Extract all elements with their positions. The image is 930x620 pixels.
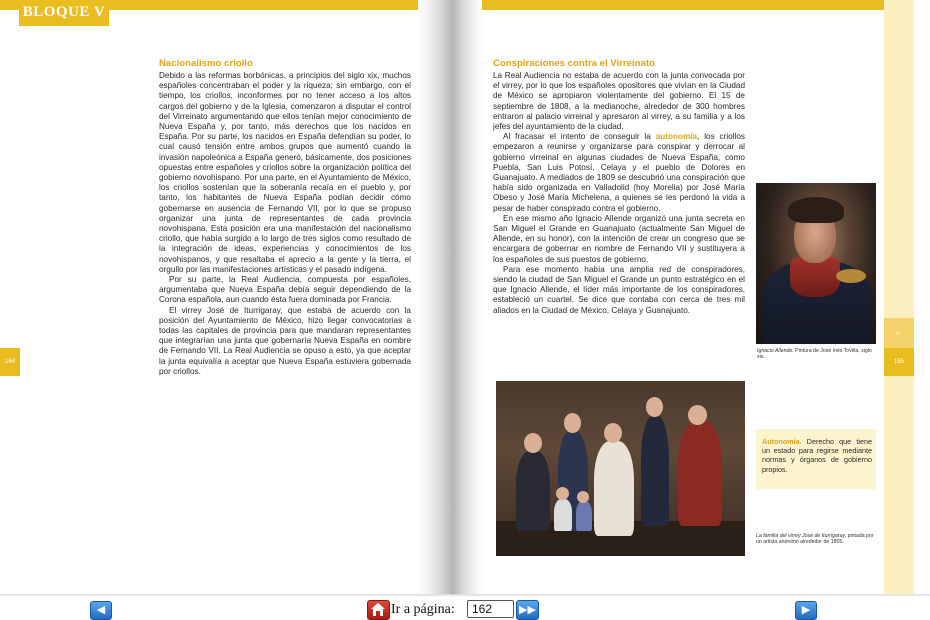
goto-page-label: Ir a página: [391, 602, 455, 617]
right-paragraph-4: Para ese momento había una amplia red de conspiradores, siendo la ciudad de San Miguel el Grande un punto estratégico en el que Ignacio Allende, el líder más importante de los conspiradores, estableció un cuartel. Se dice que contaba con cerca de tres mil aliados en la Ciudad de México, Celaya y Guanajuato. [493, 264, 745, 315]
bloque-vertical-tab: V [884, 318, 914, 348]
go-to-page-button[interactable] [516, 600, 539, 620]
left-paragraph-3: El virrey José de Iturrigaray, que estaba de acuerdo con la posición del Ayuntamiento de México, hizo llegar convocatorias a todas las capitales de provincia para que mandaran representantes que integrarían una junta que gobernaría Nueva España en nombre de Fernando VII. La Real Audiencia se opuso a esto, ya que aceptar la junta equivalía a aceptar que Nueva España estuviera gobernada por criollos. [159, 305, 411, 376]
right-paragraph-2: Al fracasar el intento de conseguir la autonomía, los criollos empezaron a reunirse y organizarse para conspirar y derrocar al gobierno virreinal en algunas ciudades de Nueva España, como Puebla, San Luis Potosí, Celaya y el pueblo de Dolores en Guanajuato. A mediados de 1809 se descubrió una conspiración que había sido organizada en Valladolid (hoy Morelia) por José María Obeso y José María Michelena, a quienes se les perdonó la vida a pesar de haber conspirado contra el gobierno. [493, 132, 745, 213]
right-page-text [493, 71, 745, 316]
home-icon [370, 602, 386, 617]
double-arrow-right-icon: ▶▶ [519, 604, 536, 616]
ignacio-allende-portrait [756, 183, 876, 344]
page-number-input[interactable] [467, 600, 514, 618]
left-page-text [159, 71, 411, 377]
right-paragraph-1: La Real Audiencia no estaba de acuerdo con la junta convocada por el virrey, por lo que los españoles opositores que vivían en la Ciudad de México se apropiaron violentamente del gobierno. El 15 de septiembre de 1808, a la medianoche, alrededor de 300 hombres entraron al palacio virreinal y apresaron al virrey, a su familia y a los jefes del ayuntamiento de la ciudad. [493, 71, 745, 132]
top-color-band-right [472, 0, 914, 10]
autonomia-highlight[interactable]: autonomía [655, 132, 698, 142]
family-caption: La familia del virrey José de Iturrigaray, pintada por un artista anónimo alrededor de 1805. [756, 533, 874, 546]
arrow-left-icon: ◀ [96, 604, 106, 616]
next-page-button[interactable] [795, 601, 817, 620]
page-number-left: 164 [0, 348, 20, 376]
bloque-tab: BLOQUE V [19, 0, 109, 26]
side-strip [884, 0, 914, 594]
left-paragraph-1: Debido a las reformas borbónicas, a principios del siglo xix, muchos españoles concentraban el poder y la riqueza; sin embargo, con el tiempo, los criollos, inconformes por no tener acceso a los altos cargos del gobierno y de la Iglesia, comenzaron a disputar el control del Virreinato argumentando que ellos tenían mejor conocimiento de Nueva España y, por tanto, más derechos que los nacidos en España. Por su parte, los nacidos en España defendían su poder, lo cual causó tensión entre ambos grupos que aumentó cuando la invasión napoleónica a España generó, básicamente, dos posiciones opuestas entre españoles y criollos sobre la organización política del gobierno novohispano. Por una parte, en el Ayuntamiento de México, los criollos sostenían que la soberanía recaía en el pueblo y, por tanto, los habitantes de Nueva España podían decidir cómo gobernarse en ausencia de Fernando VII, por lo que se propuso organizar una junta de representantes de cada provincia novohispana. Esta posición era una manifestación del nacionalismo criollo, que había surgido a lo largo de tres siglos como resultado de la integración de ideas, experiencias y conocimientos de los novohispanos, y que resaltaba el aprecio a la gente y la tierra, el orgullo por las manifestaciones artísticas y el pasado indígena. [159, 71, 411, 274]
left-paragraph-2: Por su parte, la Real Audiencia, compuesta por españoles, argumentaba que Nueva España debía seguir dependiendo de la Corona española, aun cuando ésta fuera dominada por Francia. [159, 275, 411, 305]
definition-text: Autonomía. Derecho que tiene un estado para regirse mediante normas y órganos de gobierno propios. [762, 437, 872, 474]
book-spine-left [418, 0, 452, 594]
portrait-caption: Ignacio Allende. Pintura de José Inés Tovilla, siglo xix. [757, 348, 872, 361]
navigation-bar [0, 597, 930, 618]
left-section-title: Nacionalismo criollo [159, 58, 253, 69]
book-spine-right [452, 0, 482, 594]
definition-term: Autonomía. [762, 437, 802, 446]
right-section-title: Conspiraciones contra el Virreinato [493, 58, 655, 69]
page-number-right: 165 [884, 348, 914, 376]
iturrigaray-family-painting [496, 381, 745, 556]
previous-page-button[interactable] [90, 601, 112, 620]
arrow-right-icon: ▶ [801, 604, 811, 616]
home-button[interactable] [367, 600, 390, 620]
right-paragraph-3: En ese mismo año Ignacio Allende organizó una junta secreta en San Miguel el Grande en Guanajuato (actualmente San Miguel de Allende, en su honor), con la intención de crear un congreso que se encargara de gobernar en nombre de Fernando VII y sustituyera a los españoles de sus puestos de gobierno. [493, 213, 745, 264]
